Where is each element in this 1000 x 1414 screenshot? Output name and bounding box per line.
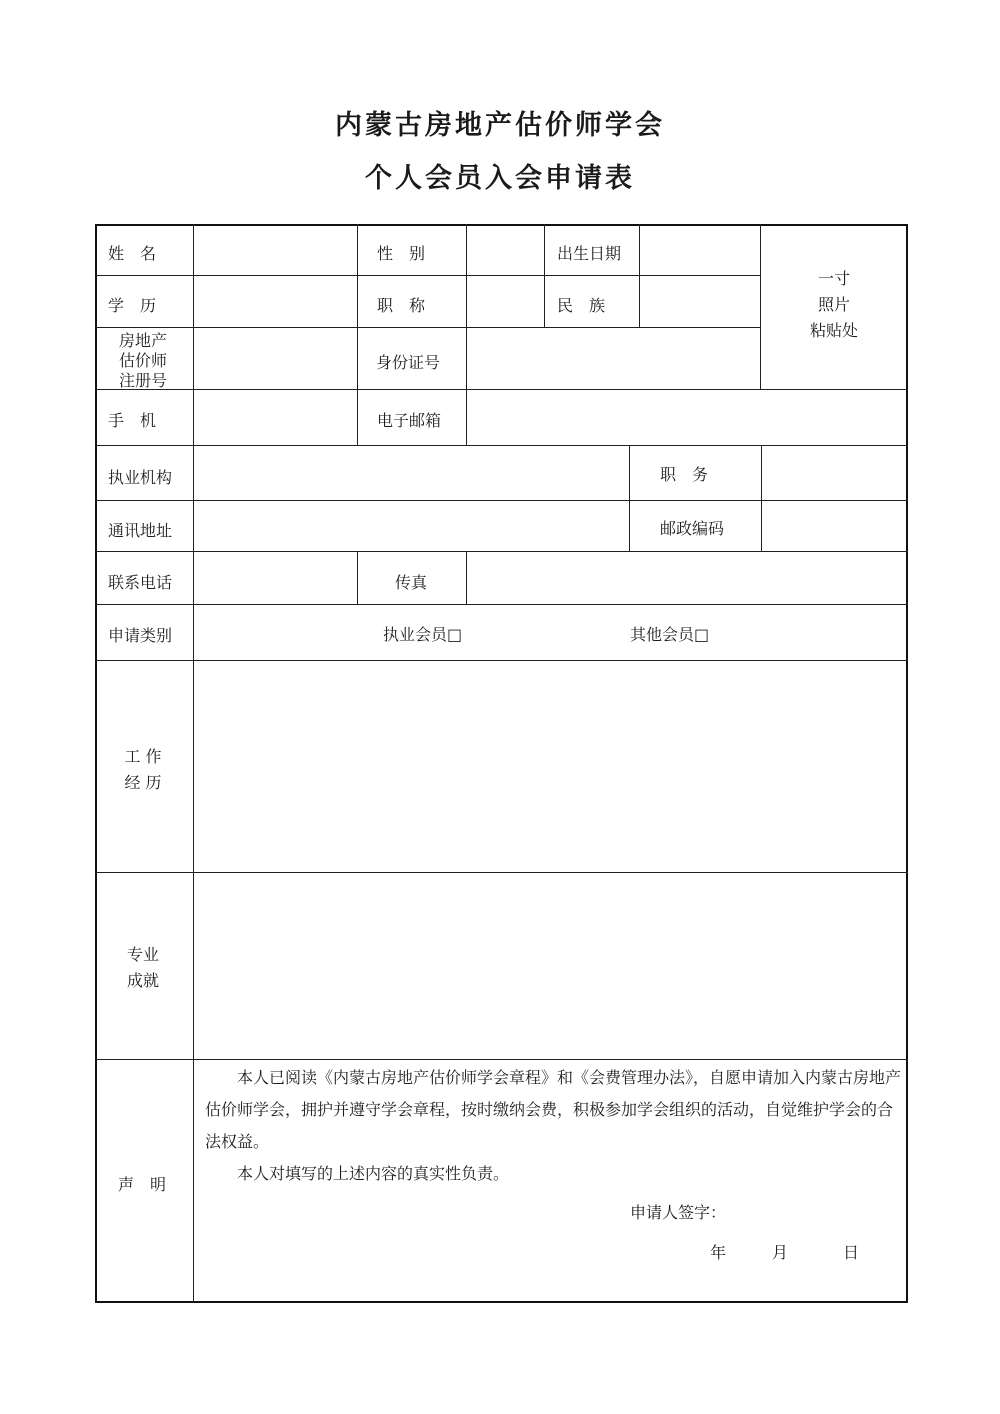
email-label: 电子邮箱	[377, 411, 442, 430]
practicing-member-checkbox[interactable]: 执业会员□	[383, 625, 463, 644]
row-divider	[95, 1059, 908, 1060]
row-divider	[95, 872, 908, 873]
ethnicity-field[interactable]	[641, 277, 758, 326]
declaration-paragraph-1: 本人已阅读《内蒙古房地产估价师学会章程》和《会费管理办法》，自愿申请加入内蒙古房地产估价师学会，拥护并遵守学会章程，按时缴纳会费，积极参加学会组织的活动，自觉维护学会的合法权益。	[205, 1068, 902, 1151]
gender-field[interactable]	[468, 226, 542, 274]
col-divider	[357, 224, 358, 445]
id-number-label: 身份证号	[376, 353, 441, 372]
title-label: 职 称	[377, 296, 426, 315]
photo-label-line3: 粘贴处	[809, 321, 858, 340]
row-divider	[95, 604, 908, 605]
phone-label: 联系电话	[108, 573, 173, 592]
date-year-label: 年	[710, 1243, 727, 1262]
fax-label: 传真	[395, 573, 428, 592]
position-label: 职 务	[660, 465, 709, 484]
achievements-line1: 专业	[126, 945, 159, 964]
appraiser-reg-no-field[interactable]	[195, 329, 355, 388]
achievements-line2: 成就	[126, 971, 159, 990]
work-history-label	[108, 744, 178, 796]
col-divider	[760, 224, 761, 389]
date-day-label: 日	[843, 1243, 860, 1262]
signature-label: 申请人签字：	[630, 1203, 727, 1222]
postcode-label: 邮政编码	[660, 519, 725, 538]
row-divider	[95, 660, 908, 661]
col-divider	[193, 224, 194, 1303]
birth-date-field[interactable]	[641, 226, 758, 274]
institution-label: 执业机构	[108, 468, 173, 487]
gender-label: 性 别	[377, 244, 426, 263]
date-month-label: 月	[772, 1243, 789, 1262]
form-title: 内蒙古房地产估价师学会	[335, 110, 665, 141]
phone-field[interactable]	[195, 553, 355, 603]
address-label: 通讯地址	[108, 521, 173, 540]
row-divider	[95, 327, 760, 328]
signature-field[interactable]	[730, 1196, 900, 1224]
achievements-field[interactable]	[195, 874, 906, 1058]
appraiser-reg-no-line2: 估价师	[118, 351, 167, 370]
address-field[interactable]	[195, 502, 627, 550]
achievements-label	[108, 942, 178, 994]
title-field[interactable]	[468, 277, 542, 326]
name-field[interactable]	[195, 226, 355, 274]
appraiser-reg-no-line3: 注册号	[118, 371, 167, 390]
col-divider	[639, 224, 640, 327]
education-label: 学 历	[108, 296, 157, 315]
work-history-line2: 经 历	[124, 773, 162, 792]
position-field[interactable]	[763, 447, 906, 499]
work-history-line1: 工 作	[124, 747, 162, 766]
row-divider	[95, 500, 908, 501]
mobile-field[interactable]	[195, 391, 355, 444]
apply-type-label: 申请类别	[108, 626, 173, 645]
col-divider	[466, 224, 467, 445]
photo-label-line1: 一寸	[817, 269, 850, 288]
appraiser-reg-no-line1: 房地产	[118, 331, 167, 350]
col-divider	[466, 551, 467, 604]
row-divider	[95, 551, 908, 552]
other-member-checkbox[interactable]: 其他会员□	[630, 625, 710, 644]
row-divider	[95, 445, 908, 446]
fax-field[interactable]	[468, 553, 906, 603]
id-number-field[interactable]	[468, 329, 758, 388]
appraiser-reg-no-label	[108, 331, 178, 391]
photo-placeholder[interactable]	[762, 266, 906, 344]
col-divider	[544, 224, 545, 327]
education-field[interactable]	[195, 277, 355, 326]
declaration-label: 声 明	[118, 1175, 167, 1194]
col-divider	[357, 551, 358, 604]
institution-field[interactable]	[195, 447, 627, 499]
postcode-field[interactable]	[763, 502, 906, 550]
col-divider	[629, 445, 630, 551]
declaration-text	[205, 1062, 905, 1190]
declaration-paragraph-2: 本人对填写的上述内容的真实性负责。	[237, 1164, 510, 1183]
row-divider	[95, 389, 908, 390]
email-field[interactable]	[468, 391, 906, 444]
photo-label-line2: 照片	[817, 295, 850, 314]
mobile-label: 手 机	[108, 411, 157, 430]
birth-date-label: 出生日期	[557, 244, 622, 263]
form-subtitle: 个人会员入会申请表	[365, 163, 635, 194]
row-divider	[95, 275, 760, 276]
name-label: 姓 名	[108, 244, 157, 263]
work-history-field[interactable]	[195, 662, 906, 871]
ethnicity-label: 民 族	[557, 296, 606, 315]
col-divider	[761, 445, 762, 551]
